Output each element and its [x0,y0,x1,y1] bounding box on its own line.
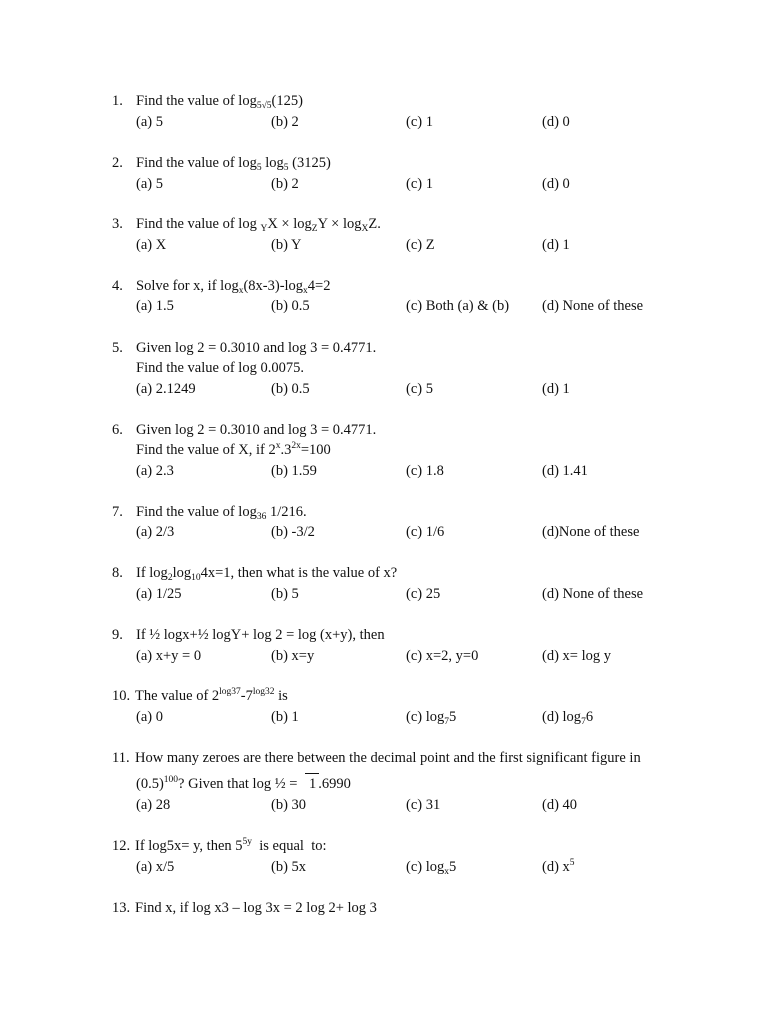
question-text: If ½ logx+½ logY+ log 2 = log (x+y), then [136,627,385,643]
question-number: 5. [112,340,123,356]
option-a: (a) 2.1249 [136,381,196,397]
question-number: 9. [112,627,123,643]
question-number: 3. [112,216,123,232]
option-b: (b) 0.5 [271,381,310,397]
option-c: (c) 1 [406,176,433,192]
option-b: (b) x=y [271,648,315,664]
option-b: (b) 30 [271,797,307,813]
option-a: (a) 5 [136,114,163,130]
option-d: (d) 1 [542,381,570,397]
option-a: (a) 1/25 [136,586,182,602]
option-c: (c) 31 [406,797,441,813]
question-text-line-2: $(0.5)^{100}$? Given that log ½ = 1 .6990 [136,775,351,792]
option-a: (a) 28 [136,797,171,813]
question-number: 12. [112,838,131,854]
question-text: Find the value of $\log _YX \times \log_ZY \times \log_XZ$. [136,216,381,234]
option-b: (b) 1 [271,709,299,725]
option-a: (a) 2/3 [136,524,175,540]
option-a: (a) x/5 [136,859,175,875]
option-a: (a) 2.3 [136,463,174,479]
option-c: (c) 5 [406,381,433,397]
option-d: (d) $\log_76$ [542,709,594,727]
option-a: (a) X [136,237,167,253]
option-d: (d) x= log y [542,648,611,664]
question-number: 8. [112,565,123,581]
question-text: Find the value of $\log_{36} 1/216$. [136,504,307,522]
question-number: 4. [112,278,123,294]
option-d: (d) 40 [542,797,578,813]
question-number: 2. [112,155,123,171]
option-c: (c) Both (a) & (b) [406,298,510,314]
question-number: 6. [112,422,123,438]
question-number: 7. [112,504,123,520]
bar-digit: 1 [309,776,317,792]
question-text-line-2: Find the value of log 0.0075. [136,360,304,376]
option-b: (b) -3/2 [271,524,315,540]
question-text-line-1: Given log 2 = 0.3010 and log 3 = 0.4771. [136,422,377,438]
question-number: 10. [112,688,131,704]
option-d: (d) 0 [542,176,570,192]
option-a: (a) x+y = 0 [136,648,202,664]
question-number: 11. [112,750,130,766]
option-b: (b) 1.59 [271,463,317,479]
option-a: (a) 5 [136,176,163,192]
option-d: (d) 0 [542,114,570,130]
question-text: The value of $2^{log37}-7^{log32}$ is [135,687,288,704]
question-text: Solve for x, if $\log_x(8x-3)-\log_x4=2$ [136,278,331,296]
question-text: Find the value of $\log_{5√5}(125)$ [136,93,303,111]
option-b: (b) 5 [271,586,299,602]
question-text-line-2: Find the value of X, if $2^x.3^{2x}=100$ [136,441,331,458]
option-a: (a) 1.5 [136,298,174,314]
question-text: If log5x= y, then $5^{5y}$ is equal to: [135,837,327,854]
option-d: (d) 1 [542,237,570,253]
question-text: Find the value of $\log_5 \log_5 (3125)$ [136,155,331,173]
question-text-line-1: How many zeroes are there between the decimal point and the first significant figure in [135,750,641,766]
question-number: 13. [112,900,131,916]
option-b: (b) Y [271,237,302,253]
option-c: (c) 25 [406,586,441,602]
option-b: (b) 5x [271,859,307,875]
option-d: (d) None of these [542,586,644,602]
question-text-line-1: Given log 2 = 0.3010 and log 3 = 0.4771. [136,340,377,356]
question-text: Find x, if log x3 – log 3x = 2 log 2+ log 3 [135,900,377,916]
question-text: If $\log_2\log_{10}4x=1$, then what is the value of x? [136,565,398,583]
option-d: (d) None of these [542,298,644,314]
option-c: (c) $\log_75$ [406,709,457,727]
option-c: (c) 1.8 [406,463,444,479]
option-d: (d)None of these [542,524,640,540]
option-a: (a) 0 [136,709,163,725]
option-c: (c) $\log_x5$ [406,859,457,877]
option-b: (b) 0.5 [271,298,310,314]
option-b: (b) 2 [271,176,299,192]
option-b: (b) 2 [271,114,299,130]
option-c: (c) Z [406,237,435,253]
option-c: (c) 1/6 [406,524,445,540]
option-d: (d) 1.41 [542,463,588,479]
option-d: (d) $x^5$ [542,858,575,875]
question-number: 1. [112,93,123,109]
option-c: (c) x=2, y=0 [406,648,479,664]
option-c: (c) 1 [406,114,433,130]
